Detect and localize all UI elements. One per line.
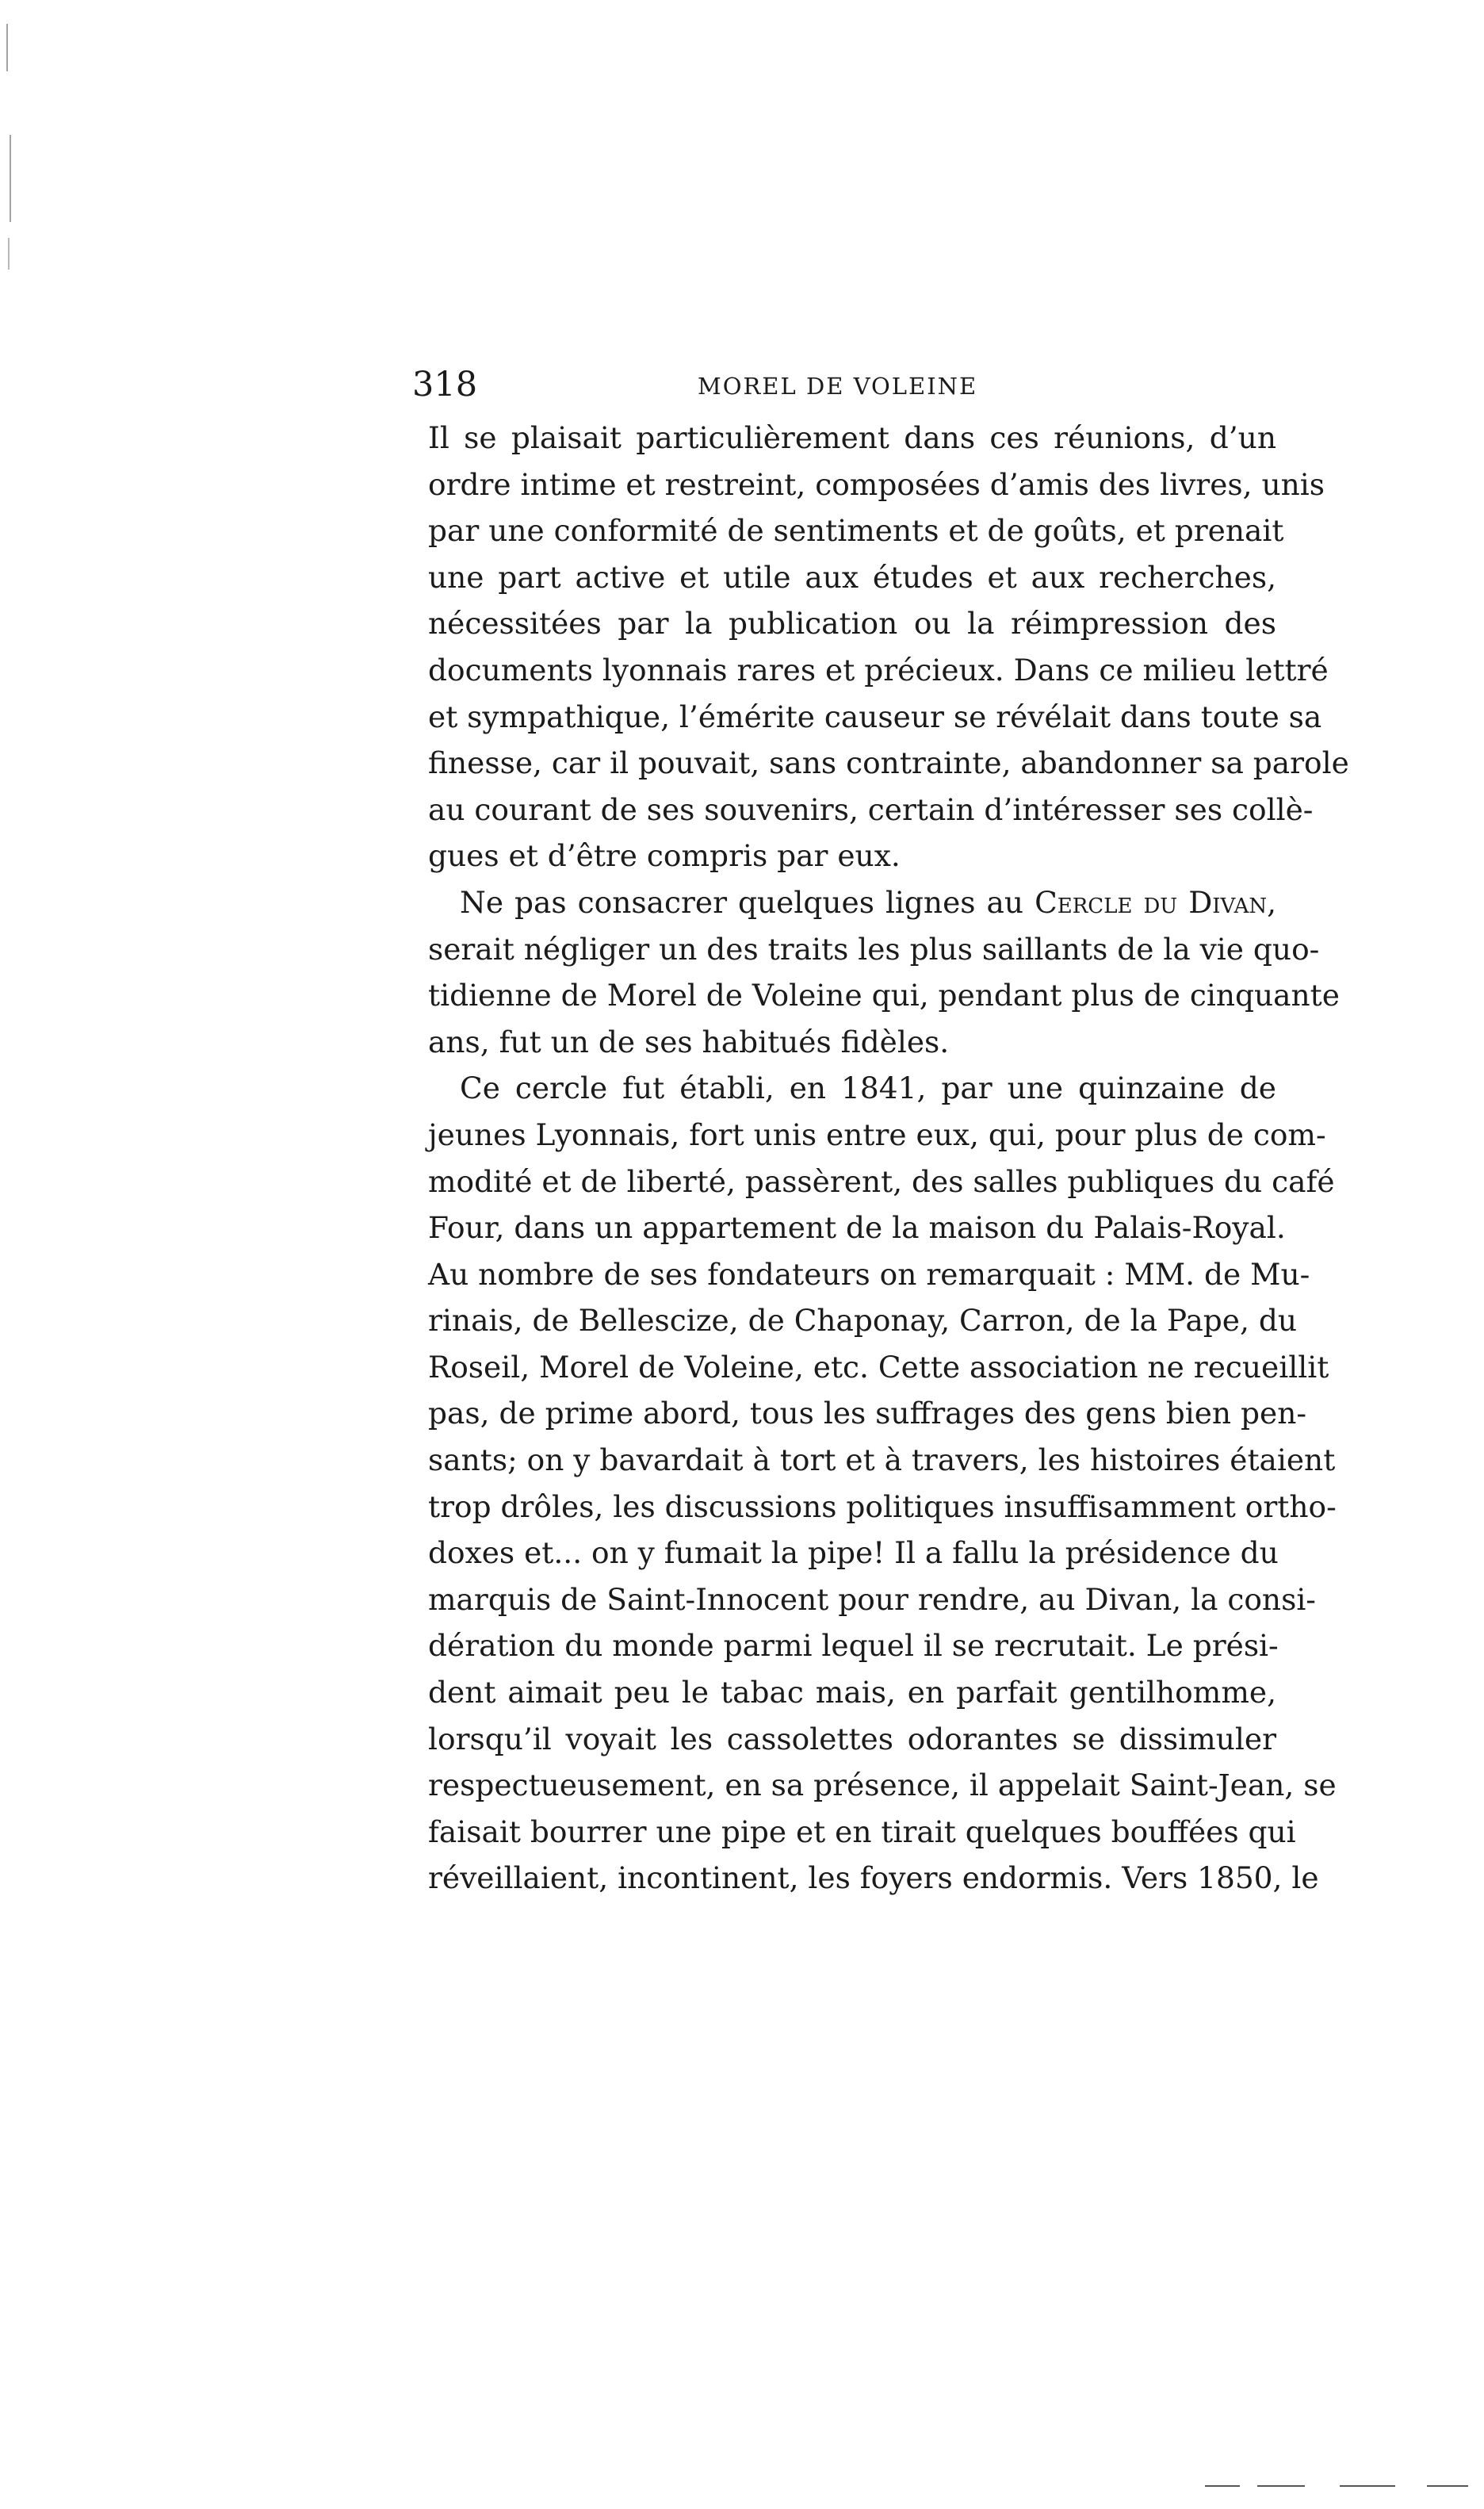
text-line: pas, de prime abord, tous les suffrages des gens bien pen- xyxy=(428,1396,1307,1431)
text-line: trop drôles, les discussions politiques insuffisamment ortho- xyxy=(428,1488,1337,1524)
text-line: marquis de Saint-Innocent pour rendre, au Divan, la consi- xyxy=(428,1581,1316,1617)
text-line: faisait bourrer une pipe et en tirait quelques bouffées qui xyxy=(428,1814,1296,1849)
text-line: finesse, car il pouvait, sans contrainte, abandonner sa parole xyxy=(428,745,1349,781)
text-line: une part active et utile aux études et aux recherches, xyxy=(428,559,1276,595)
text-line: modité et de liberté, passèrent, des salles publiques du café xyxy=(428,1163,1335,1199)
text-line: documents lyonnais rares et précieux. Dans ce milieu lettré xyxy=(428,652,1329,688)
text-line: serait négliger un des traits les plus saillants de la vie quo- xyxy=(428,931,1320,967)
text-line: tidienne de Morel de Voleine qui, pendant plus de cinquante xyxy=(428,978,1340,1013)
text-line: et sympathique, l’émérite causeur se révélait dans toute sa xyxy=(428,699,1322,734)
text-line: sants; on y bavardait à tort et à travers, les histoires étaient xyxy=(428,1442,1336,1478)
text-line: jeunes Lyonnais, fort unis entre eux, qui, pour plus de com- xyxy=(428,1117,1326,1152)
body-text xyxy=(428,415,1349,1902)
text-line: ans, fut un de ses habitués fidèles. xyxy=(428,1024,950,1059)
text-line: Il se plaisait particulièrement dans ces réunions, d’un xyxy=(428,420,1276,455)
text-fragment: Ne pas consacrer quelques lignes au xyxy=(460,884,1024,920)
scan-mark xyxy=(1340,2485,1395,2487)
text-line: ordre intime et restreint, composées d’amis des livres, unis xyxy=(428,466,1325,502)
text-line: lorsqu’il voyait les cassolettes odorantes se dissimuler xyxy=(428,1721,1276,1756)
text-line: dent aimait peu le tabac mais, en parfait gentilhomme, xyxy=(428,1675,1276,1710)
text-line: au courant de ses souvenirs, certain d’intéresser ses collè- xyxy=(428,791,1314,827)
text-line: respectueusement, en sa présence, il appelait Saint-Jean, se xyxy=(428,1768,1337,1803)
cercle-du-divan-title: Cercle du Divan, xyxy=(1035,884,1277,920)
text-line: Roseil, Morel de Voleine, etc. Cette association ne recueillit xyxy=(428,1349,1329,1385)
scan-mark xyxy=(1205,2485,1240,2487)
text-line: doxes et... on y fumait la pipe! Il a fallu la présidence du xyxy=(428,1535,1279,1571)
text-line: Four, dans un appartement de la maison du Palais-Royal. xyxy=(428,1210,1286,1246)
text-line: Ce cercle fut établi, en 1841, par une quinzaine de xyxy=(460,1071,1276,1106)
scan-mark xyxy=(10,135,11,222)
text-line xyxy=(428,879,1276,926)
scan-mark xyxy=(8,238,10,270)
text-line: réveillaient, incontinent, les foyers endormis. Vers 1850, le xyxy=(428,1860,1319,1896)
text-line: par une conformité de sentiments et de goûts, et prenait xyxy=(428,513,1284,549)
text-line: dération du monde parmi lequel il se recrutait. Le prési- xyxy=(428,1628,1279,1664)
page-header xyxy=(412,361,1279,408)
text-line: gues et d’être compris par eux. xyxy=(428,838,901,874)
running-title: MOREL DE VOLEINE xyxy=(698,373,978,400)
text-line: Au nombre de ses fondateurs on remarquait : MM. de Mu- xyxy=(428,1256,1310,1292)
text-line: rinais, de Bellescize, de Chaponay, Carron, de la Pape, du xyxy=(428,1303,1297,1339)
scan-mark xyxy=(6,24,8,71)
scan-mark xyxy=(1427,2485,1468,2487)
page-number: 318 xyxy=(412,365,478,404)
scan-mark xyxy=(1257,2485,1305,2487)
text-line: nécessitées par la publication ou la réimpression des xyxy=(428,606,1276,642)
